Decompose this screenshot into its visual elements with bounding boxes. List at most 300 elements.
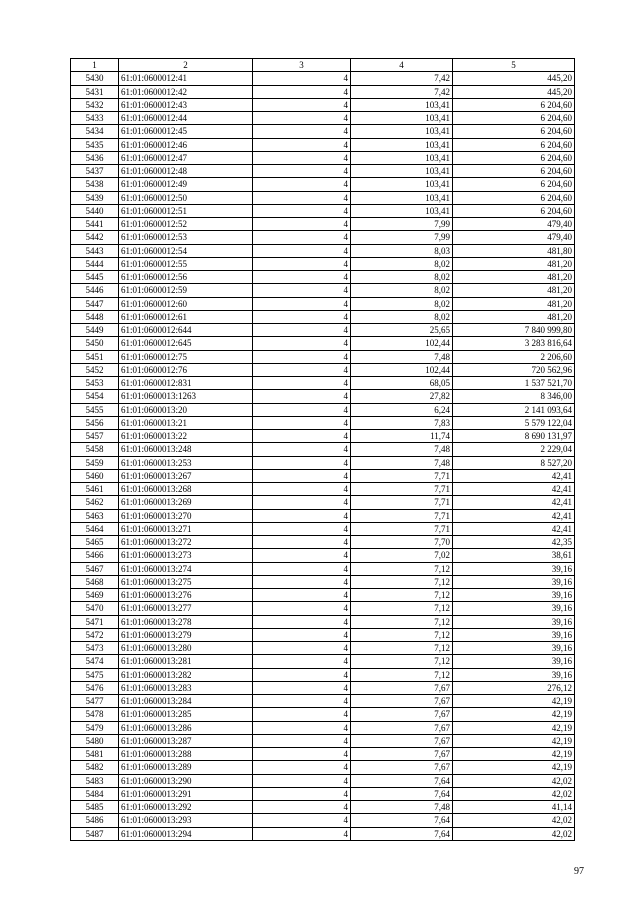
table-row (71, 456, 575, 469)
cadastral-number-cell: 61:01:0600012:645 (119, 337, 253, 350)
column-3-cell: 4 (253, 681, 351, 694)
table-row (71, 695, 575, 708)
column-5-cell: 39,16 (453, 589, 575, 602)
column-5-cell: 481,20 (453, 271, 575, 284)
cadastral-number-cell: 61:01:0600012:49 (119, 178, 253, 191)
table-row (71, 403, 575, 416)
column-5-cell: 2 141 093,64 (453, 403, 575, 416)
column-5-cell: 481,20 (453, 297, 575, 310)
column-5-cell: 38,61 (453, 549, 575, 562)
cadastral-number-cell: 61:01:0600013:275 (119, 575, 253, 588)
cadastral-number-cell: 61:01:0600012:50 (119, 191, 253, 204)
column-4-cell: 7,64 (351, 827, 453, 840)
row-number-cell: 5430 (71, 72, 119, 85)
column-4-cell: 7,12 (351, 575, 453, 588)
column-5-cell: 7 840 999,80 (453, 324, 575, 337)
column-4-cell: 7,12 (351, 668, 453, 681)
column-5-cell: 42,02 (453, 814, 575, 827)
table-row (71, 536, 575, 549)
cadastral-number-cell: 61:01:0600013:276 (119, 589, 253, 602)
table-row (71, 668, 575, 681)
row-number-cell: 5453 (71, 377, 119, 390)
row-number-cell: 5464 (71, 522, 119, 535)
row-number-cell: 5458 (71, 443, 119, 456)
row-number-cell: 5433 (71, 112, 119, 125)
column-4-cell: 7,42 (351, 72, 453, 85)
column-3-cell: 4 (253, 602, 351, 615)
row-number-cell: 5438 (71, 178, 119, 191)
row-number-cell: 5455 (71, 403, 119, 416)
column-5-cell: 481,20 (453, 284, 575, 297)
column-4-cell: 8,02 (351, 310, 453, 323)
table-row (71, 85, 575, 98)
column-header-3: 3 (253, 59, 351, 72)
cadastral-number-cell: 61:01:0600013:21 (119, 416, 253, 429)
column-4-cell: 68,05 (351, 377, 453, 390)
row-number-cell: 5435 (71, 138, 119, 151)
table-row (71, 443, 575, 456)
row-number-cell: 5434 (71, 125, 119, 138)
column-3-cell: 4 (253, 575, 351, 588)
table-row (71, 324, 575, 337)
column-4-cell: 7,99 (351, 231, 453, 244)
column-3-cell: 4 (253, 112, 351, 125)
row-number-cell: 5448 (71, 310, 119, 323)
column-5-cell: 42,41 (453, 469, 575, 482)
cadastral-number-cell: 61:01:0600012:75 (119, 350, 253, 363)
column-5-cell: 42,19 (453, 734, 575, 747)
row-number-cell: 5484 (71, 787, 119, 800)
column-4-cell: 7,67 (351, 695, 453, 708)
table-row (71, 469, 575, 482)
cadastral-number-cell: 61:01:0600013:267 (119, 469, 253, 482)
column-5-cell: 720 562,96 (453, 363, 575, 376)
column-5-cell: 6 204,60 (453, 191, 575, 204)
column-5-cell: 41,14 (453, 801, 575, 814)
column-3-cell: 4 (253, 522, 351, 535)
column-3-cell: 4 (253, 310, 351, 323)
column-4-cell: 8,02 (351, 257, 453, 270)
table-row (71, 827, 575, 840)
column-5-cell: 39,16 (453, 602, 575, 615)
column-3-cell: 4 (253, 430, 351, 443)
cadastral-number-cell: 61:01:0600013:288 (119, 748, 253, 761)
column-3-cell: 4 (253, 721, 351, 734)
column-5-cell: 42,19 (453, 748, 575, 761)
row-number-cell: 5465 (71, 536, 119, 549)
column-3-cell: 4 (253, 814, 351, 827)
column-3-cell: 4 (253, 787, 351, 800)
table-row (71, 522, 575, 535)
column-5-cell: 8 346,00 (453, 390, 575, 403)
cadastral-number-cell: 61:01:0600013:253 (119, 456, 253, 469)
row-number-cell: 5463 (71, 509, 119, 522)
cadastral-number-cell: 61:01:0600012:42 (119, 85, 253, 98)
column-4-cell: 103,41 (351, 151, 453, 164)
column-3-cell: 4 (253, 562, 351, 575)
column-3-cell: 4 (253, 244, 351, 257)
row-number-cell: 5478 (71, 708, 119, 721)
cadastral-number-cell: 61:01:0600012:52 (119, 218, 253, 231)
row-number-cell: 5481 (71, 748, 119, 761)
column-4-cell: 27,82 (351, 390, 453, 403)
table-row (71, 721, 575, 734)
cadastral-number-cell: 61:01:0600013:290 (119, 774, 253, 787)
column-3-cell: 4 (253, 509, 351, 522)
table-row (71, 284, 575, 297)
cadastral-number-cell: 61:01:0600012:43 (119, 98, 253, 111)
column-3-cell: 4 (253, 483, 351, 496)
row-number-cell: 5468 (71, 575, 119, 588)
table-row (71, 562, 575, 575)
column-5-cell: 8 690 131,97 (453, 430, 575, 443)
column-5-cell: 42,19 (453, 708, 575, 721)
table-row (71, 628, 575, 641)
cadastral-number-cell: 61:01:0600013:289 (119, 761, 253, 774)
column-3-cell: 4 (253, 403, 351, 416)
column-3-cell: 4 (253, 178, 351, 191)
row-number-cell: 5442 (71, 231, 119, 244)
column-3-cell: 4 (253, 827, 351, 840)
cadastral-number-cell: 61:01:0600012:51 (119, 204, 253, 217)
column-3-cell: 4 (253, 801, 351, 814)
column-4-cell: 7,71 (351, 522, 453, 535)
column-header-2: 2 (119, 59, 253, 72)
row-number-cell: 5436 (71, 151, 119, 164)
column-3-cell: 4 (253, 469, 351, 482)
column-5-cell: 42,02 (453, 774, 575, 787)
row-number-cell: 5445 (71, 271, 119, 284)
column-3-cell: 4 (253, 284, 351, 297)
column-4-cell: 7,48 (351, 350, 453, 363)
column-4-cell: 7,12 (351, 602, 453, 615)
column-3-cell: 4 (253, 363, 351, 376)
cadastral-number-cell: 61:01:0600013:270 (119, 509, 253, 522)
column-4-cell: 103,41 (351, 98, 453, 111)
column-4-cell: 7,64 (351, 774, 453, 787)
column-3-cell: 4 (253, 324, 351, 337)
table-row (71, 125, 575, 138)
column-5-cell: 481,80 (453, 244, 575, 257)
row-number-cell: 5431 (71, 85, 119, 98)
column-3-cell: 4 (253, 218, 351, 231)
column-3-cell: 4 (253, 748, 351, 761)
row-number-cell: 5456 (71, 416, 119, 429)
table-row (71, 138, 575, 151)
row-number-cell: 5444 (71, 257, 119, 270)
row-number-cell: 5432 (71, 98, 119, 111)
column-header-1: 1 (71, 59, 119, 72)
column-3-cell: 4 (253, 734, 351, 747)
cadastral-number-cell: 61:01:0600012:45 (119, 125, 253, 138)
column-4-cell: 103,41 (351, 191, 453, 204)
cadastral-number-cell: 61:01:0600012:61 (119, 310, 253, 323)
column-4-cell: 7,12 (351, 562, 453, 575)
row-number-cell: 5475 (71, 668, 119, 681)
column-header-5: 5 (453, 59, 575, 72)
cadastral-number-cell: 61:01:0600013:271 (119, 522, 253, 535)
column-4-cell: 7,42 (351, 85, 453, 98)
column-4-cell: 7,99 (351, 218, 453, 231)
column-3-cell: 4 (253, 231, 351, 244)
column-3-cell: 4 (253, 390, 351, 403)
column-4-cell: 7,71 (351, 509, 453, 522)
cadastral-number-cell: 61:01:0600013:20 (119, 403, 253, 416)
row-number-cell: 5449 (71, 324, 119, 337)
table-row (71, 496, 575, 509)
table-row (71, 178, 575, 191)
table-row (71, 257, 575, 270)
cadastral-number-cell: 61:01:0600012:48 (119, 165, 253, 178)
column-4-cell: 7,67 (351, 761, 453, 774)
column-4-cell: 7,12 (351, 642, 453, 655)
row-number-cell: 5460 (71, 469, 119, 482)
column-4-cell: 7,71 (351, 469, 453, 482)
column-3-cell: 4 (253, 337, 351, 350)
column-5-cell: 2 229,04 (453, 443, 575, 456)
cadastral-number-cell: 61:01:0600013:269 (119, 496, 253, 509)
table-row (71, 575, 575, 588)
table-row (71, 814, 575, 827)
column-4-cell: 11,74 (351, 430, 453, 443)
row-number-cell: 5470 (71, 602, 119, 615)
column-4-cell: 103,41 (351, 125, 453, 138)
column-5-cell: 39,16 (453, 575, 575, 588)
table-row (71, 297, 575, 310)
column-5-cell: 6 204,60 (453, 125, 575, 138)
column-5-cell: 42,19 (453, 695, 575, 708)
row-number-cell: 5479 (71, 721, 119, 734)
column-5-cell: 479,40 (453, 231, 575, 244)
row-number-cell: 5480 (71, 734, 119, 747)
row-number-cell: 5469 (71, 589, 119, 602)
table-row (71, 708, 575, 721)
table-row (71, 748, 575, 761)
column-4-cell: 102,44 (351, 337, 453, 350)
column-5-cell: 276,12 (453, 681, 575, 694)
column-4-cell: 103,41 (351, 112, 453, 125)
column-3-cell: 4 (253, 138, 351, 151)
cadastral-number-cell: 61:01:0600012:53 (119, 231, 253, 244)
column-5-cell: 6 204,60 (453, 151, 575, 164)
row-number-cell: 5476 (71, 681, 119, 694)
table-row (71, 801, 575, 814)
column-4-cell: 7,48 (351, 801, 453, 814)
column-5-cell: 39,16 (453, 562, 575, 575)
column-4-cell: 7,67 (351, 721, 453, 734)
cadastral-number-cell: 61:01:0600012:47 (119, 151, 253, 164)
cadastral-number-cell: 61:01:0600012:56 (119, 271, 253, 284)
table-row (71, 218, 575, 231)
table-row (71, 271, 575, 284)
cadastral-number-cell: 61:01:0600012:44 (119, 112, 253, 125)
column-5-cell: 39,16 (453, 668, 575, 681)
table-row (71, 681, 575, 694)
cadastral-number-cell: 61:01:0600013:282 (119, 668, 253, 681)
row-number-cell: 5437 (71, 165, 119, 178)
cadastral-number-cell: 61:01:0600012:644 (119, 324, 253, 337)
row-number-cell: 5443 (71, 244, 119, 257)
cadastral-number-cell: 61:01:0600013:284 (119, 695, 253, 708)
cadastral-number-cell: 61:01:0600013:286 (119, 721, 253, 734)
column-5-cell: 481,20 (453, 310, 575, 323)
column-4-cell: 7,64 (351, 814, 453, 827)
column-3-cell: 4 (253, 204, 351, 217)
column-5-cell: 42,02 (453, 787, 575, 800)
table-row (71, 165, 575, 178)
cadastral-number-cell: 61:01:0600013:285 (119, 708, 253, 721)
column-3-cell: 4 (253, 350, 351, 363)
row-number-cell: 5457 (71, 430, 119, 443)
table-row (71, 337, 575, 350)
row-number-cell: 5467 (71, 562, 119, 575)
column-3-cell: 4 (253, 456, 351, 469)
row-number-cell: 5477 (71, 695, 119, 708)
table-row (71, 642, 575, 655)
table-row (71, 787, 575, 800)
column-5-cell: 6 204,60 (453, 98, 575, 111)
column-5-cell: 481,20 (453, 257, 575, 270)
column-3-cell: 4 (253, 416, 351, 429)
table-body (71, 72, 575, 841)
column-3-cell: 4 (253, 257, 351, 270)
column-4-cell: 8,02 (351, 284, 453, 297)
column-4-cell: 7,71 (351, 483, 453, 496)
table-row (71, 112, 575, 125)
column-5-cell: 8 527,20 (453, 456, 575, 469)
row-number-cell: 5441 (71, 218, 119, 231)
data-table (70, 58, 575, 841)
cadastral-number-cell: 61:01:0600013:292 (119, 801, 253, 814)
column-3-cell: 4 (253, 72, 351, 85)
column-3-cell: 4 (253, 642, 351, 655)
cadastral-number-cell: 61:01:0600012:76 (119, 363, 253, 376)
column-4-cell: 103,41 (351, 138, 453, 151)
table-row (71, 655, 575, 668)
column-4-cell: 7,67 (351, 734, 453, 747)
column-3-cell: 4 (253, 761, 351, 774)
column-3-cell: 4 (253, 125, 351, 138)
column-4-cell: 7,12 (351, 589, 453, 602)
column-3-cell: 4 (253, 443, 351, 456)
table-row (71, 509, 575, 522)
column-5-cell: 39,16 (453, 615, 575, 628)
column-3-cell: 4 (253, 271, 351, 284)
column-3-cell: 4 (253, 165, 351, 178)
row-number-cell: 5440 (71, 204, 119, 217)
row-number-cell: 5473 (71, 642, 119, 655)
column-5-cell: 2 206,60 (453, 350, 575, 363)
column-5-cell: 6 204,60 (453, 204, 575, 217)
row-number-cell: 5459 (71, 456, 119, 469)
table-row (71, 350, 575, 363)
cadastral-number-cell: 61:01:0600013:272 (119, 536, 253, 549)
cadastral-number-cell: 61:01:0600013:291 (119, 787, 253, 800)
column-4-cell: 7,67 (351, 681, 453, 694)
column-3-cell: 4 (253, 615, 351, 628)
table-row (71, 191, 575, 204)
column-3-cell: 4 (253, 98, 351, 111)
table-row (71, 734, 575, 747)
row-number-cell: 5487 (71, 827, 119, 840)
table-row (71, 416, 575, 429)
table-row (71, 430, 575, 443)
column-5-cell: 3 283 816,64 (453, 337, 575, 350)
column-4-cell: 102,44 (351, 363, 453, 376)
table-row (71, 231, 575, 244)
table-header-row (71, 59, 575, 72)
row-number-cell: 5447 (71, 297, 119, 310)
column-5-cell: 445,20 (453, 72, 575, 85)
cadastral-number-cell: 61:01:0600013:1263 (119, 390, 253, 403)
column-4-cell: 8,02 (351, 271, 453, 284)
cadastral-number-cell: 61:01:0600012:54 (119, 244, 253, 257)
row-number-cell: 5474 (71, 655, 119, 668)
column-3-cell: 4 (253, 655, 351, 668)
cadastral-number-cell: 61:01:0600012:41 (119, 72, 253, 85)
column-4-cell: 103,41 (351, 178, 453, 191)
row-number-cell: 5439 (71, 191, 119, 204)
column-4-cell: 7,02 (351, 549, 453, 562)
table-row (71, 310, 575, 323)
table-row (71, 204, 575, 217)
column-3-cell: 4 (253, 297, 351, 310)
column-5-cell: 6 204,60 (453, 112, 575, 125)
column-3-cell: 4 (253, 695, 351, 708)
column-5-cell: 6 204,60 (453, 138, 575, 151)
row-number-cell: 5472 (71, 628, 119, 641)
column-5-cell: 39,16 (453, 628, 575, 641)
column-4-cell: 7,64 (351, 787, 453, 800)
row-number-cell: 5486 (71, 814, 119, 827)
column-3-cell: 4 (253, 85, 351, 98)
column-4-cell: 103,41 (351, 165, 453, 178)
row-number-cell: 5483 (71, 774, 119, 787)
cadastral-number-cell: 61:01:0600013:279 (119, 628, 253, 641)
cadastral-number-cell: 61:01:0600013:274 (119, 562, 253, 575)
column-5-cell: 6 204,60 (453, 178, 575, 191)
cadastral-number-cell: 61:01:0600013:294 (119, 827, 253, 840)
column-4-cell: 7,12 (351, 628, 453, 641)
column-4-cell: 7,48 (351, 456, 453, 469)
table-row (71, 761, 575, 774)
column-5-cell: 1 537 521,70 (453, 377, 575, 390)
row-number-cell: 5462 (71, 496, 119, 509)
cadastral-number-cell: 61:01:0600013:268 (119, 483, 253, 496)
column-4-cell: 25,65 (351, 324, 453, 337)
column-4-cell: 7,12 (351, 615, 453, 628)
row-number-cell: 5485 (71, 801, 119, 814)
cadastral-number-cell: 61:01:0600013:277 (119, 602, 253, 615)
row-number-cell: 5461 (71, 483, 119, 496)
column-5-cell: 42,41 (453, 522, 575, 535)
cadastral-number-cell: 61:01:0600013:273 (119, 549, 253, 562)
column-4-cell: 7,12 (351, 655, 453, 668)
column-5-cell: 42,19 (453, 761, 575, 774)
cadastral-number-cell: 61:01:0600013:278 (119, 615, 253, 628)
column-3-cell: 4 (253, 708, 351, 721)
column-4-cell: 7,67 (351, 748, 453, 761)
row-number-cell: 5450 (71, 337, 119, 350)
column-5-cell: 42,41 (453, 483, 575, 496)
column-4-cell: 7,71 (351, 496, 453, 509)
table-row (71, 363, 575, 376)
cadastral-number-cell: 61:01:0600013:281 (119, 655, 253, 668)
table-row (71, 549, 575, 562)
table-row (71, 390, 575, 403)
column-3-cell: 4 (253, 668, 351, 681)
column-5-cell: 42,41 (453, 496, 575, 509)
